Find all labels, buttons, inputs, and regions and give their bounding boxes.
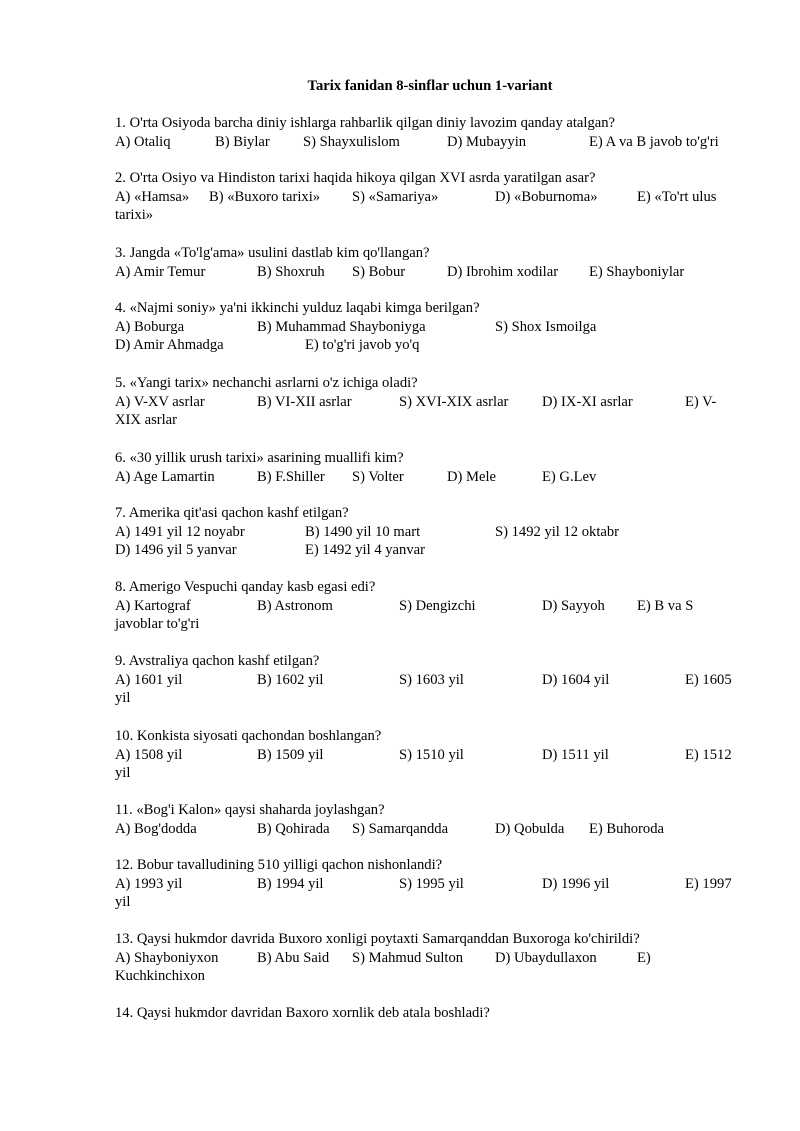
question-text: 11. «Bog'i Kalon» qaysi shaharda joylashgan? — [115, 802, 385, 818]
answer-option: B) Biylar — [215, 133, 270, 150]
answer-option: A) Otaliq — [115, 133, 171, 150]
options-row — [115, 263, 745, 282]
answer-option: S) «Samariya» — [352, 188, 439, 205]
answer-option: D) «Boburnoma» — [495, 188, 598, 205]
options-row — [115, 188, 745, 207]
options-row — [115, 523, 745, 542]
answer-option: D) Mubayyin — [447, 133, 527, 150]
question-text: 5. «Yangi tarix» nechanchi asrlarni o'z ichiga oladi? — [115, 375, 418, 391]
answer-option: B) «Buxoro tarixi» — [209, 188, 321, 205]
answer-option: B) Abu Said — [257, 949, 330, 966]
question-text: 2. O'rta Osiyo va Hindiston tarixi haqida hikoya qilgan XVI asrda yaratilgan asar? — [115, 170, 596, 186]
answer-option: E) Shayboniylar — [589, 263, 685, 280]
answer-option: A) Age Lamartin — [115, 468, 215, 485]
answer-option: B) 1602 yil — [257, 671, 324, 688]
answer-option: A) Bog'dodda — [115, 820, 197, 837]
answer-option: A) 1491 yil 12 noyabr — [115, 523, 245, 540]
question-text: 14. Qaysi hukmdor davridan Baxoro xornlik deb atala boshladi? — [115, 1005, 490, 1021]
answer-option: E) «To'rt ulus — [637, 188, 717, 205]
answer-option: S) Mahmud Sulton — [352, 949, 464, 966]
options-row — [115, 746, 745, 765]
answer-option: E) A va B javob to'g'ri — [589, 133, 719, 150]
answer-option: D) Ubaydullaxon — [495, 949, 597, 966]
options-row — [115, 468, 745, 487]
options-row — [115, 949, 745, 968]
question-text: 13. Qaysi hukmdor davrida Buxoro xonligi poytaxti Samarqanddan Buxoroga ko'chirildi? — [115, 931, 640, 947]
answer-option: A) Shayboniyxon — [115, 949, 219, 966]
answer-option: S) XVI-XIX asrlar — [399, 393, 509, 410]
answer-option-continuation: yil — [115, 765, 131, 782]
answer-option: A) «Hamsa» — [115, 188, 190, 205]
question-text: 12. Bobur tavalludining 510 yilligi qachon nishonlandi? — [115, 857, 443, 873]
question-text: 10. Konkista siyosati qachondan boshlangan? — [115, 728, 382, 744]
question-text: 3. Jangda «To'lg'ama» usulini dastlab kim qo'llangan? — [115, 245, 430, 261]
answer-option: B) 1994 yil — [257, 875, 324, 892]
answer-option: E) G.Lev — [542, 468, 597, 485]
answer-option-continuation: yil — [115, 894, 131, 911]
answer-option: B) Shoxruh — [257, 263, 325, 280]
answer-option-continuation: XIX asrlar — [115, 412, 177, 429]
answer-option: A) Amir Temur — [115, 263, 206, 280]
answer-option: D) IX-XI asrlar — [542, 393, 633, 410]
question-text: 8. Amerigo Vespuchi qanday kasb egasi edi? — [115, 579, 376, 595]
answer-option: E) to'g'ri javob yo'q — [305, 337, 420, 354]
answer-option: E) 1997 — [685, 875, 732, 892]
question-text: 1. O'rta Osiyoda barcha diniy ishlarga rahbarlik qilgan diniy lavozim qanday atalgan? — [115, 115, 616, 131]
answer-option: E) V- — [685, 393, 717, 410]
answer-option: S) Volter — [352, 468, 404, 485]
answer-option: D) 1996 yil — [542, 875, 610, 892]
options-row — [115, 393, 745, 412]
answer-option: B) F.Shiller — [257, 468, 325, 485]
answer-option: A) 1993 yil — [115, 875, 183, 892]
answer-option: E) Buhoroda — [589, 820, 664, 837]
answer-option: D) Sayyoh — [542, 597, 605, 614]
answer-option: D) Qobulda — [495, 820, 565, 837]
question-block — [115, 1004, 745, 1023]
question-block — [115, 169, 745, 225]
answer-option: D) 1511 yil — [542, 746, 609, 763]
answer-option: B) 1509 yil — [257, 746, 324, 763]
answer-option: D) 1604 yil — [542, 671, 610, 688]
answer-option: E) — [637, 949, 651, 966]
answer-option: B) VI-XII asrlar — [257, 393, 352, 410]
answer-option-continuation: Kuchkinchixon — [115, 968, 205, 985]
question-block — [115, 856, 745, 912]
answer-option: D) Ibrohim xodilar — [447, 263, 559, 280]
options-row — [115, 875, 745, 894]
answer-option: A) 1601 yil — [115, 671, 183, 688]
question-block — [115, 801, 745, 838]
question-text: 4. «Najmi soniy» ya'ni ikkinchi yulduz laqabi kimga berilgan? — [115, 300, 480, 316]
answer-option: S) Shox Ismoilga — [495, 318, 597, 335]
answer-option: S) Dengizchi — [399, 597, 476, 614]
answer-option: B) 1490 yil 10 mart — [305, 523, 421, 540]
question-block — [115, 449, 745, 486]
answer-option: E) 1492 yil 4 yanvar — [305, 542, 425, 559]
question-block — [115, 504, 745, 560]
answer-option: A) V-XV asrlar — [115, 393, 205, 410]
answer-option: A) 1508 yil — [115, 746, 183, 763]
answer-option: B) Muhammad Shayboniyga — [257, 318, 426, 335]
answer-option: D) 1496 yil 5 yanvar — [115, 542, 237, 559]
options-row — [115, 541, 745, 560]
answer-option: A) Kartograf — [115, 597, 191, 614]
answer-option: E) B va S — [637, 597, 694, 614]
answer-option: S) 1995 yil — [399, 875, 464, 892]
answer-option: A) Boburga — [115, 318, 185, 335]
answer-option-continuation: javoblar to'g'ri — [115, 616, 200, 633]
answer-option: D) Amir Ahmadga — [115, 337, 224, 354]
answer-option: E) 1512 — [685, 746, 732, 763]
page-title: Tarix fanidan 8-sinflar uchun 1-variant — [307, 78, 553, 94]
question-block — [115, 374, 745, 430]
options-row — [115, 133, 745, 152]
answer-option: S) Shayxulislom — [303, 133, 400, 150]
question-block — [115, 652, 745, 708]
answer-option: E) 1605 — [685, 671, 732, 688]
options-row — [115, 597, 745, 616]
question-block — [115, 114, 745, 151]
question-block — [115, 578, 745, 634]
answer-option: D) Mele — [447, 468, 497, 485]
question-text: 6. «30 yillik urush tarixi» asarining muallifi kim? — [115, 450, 404, 466]
question-text: 7. Amerika qit'asi qachon kashf etilgan? — [115, 505, 349, 521]
answer-option: S) 1510 yil — [399, 746, 464, 763]
question-block — [115, 727, 745, 783]
question-block — [115, 930, 745, 986]
options-row — [115, 336, 745, 355]
answer-option: S) Bobur — [352, 263, 406, 280]
options-row — [115, 318, 745, 337]
answer-option: B) Astronom — [257, 597, 333, 614]
question-block — [115, 299, 745, 355]
options-row — [115, 820, 745, 839]
answer-option: S) Samarqandda — [352, 820, 449, 837]
options-row — [115, 671, 745, 690]
answer-option: S) 1603 yil — [399, 671, 464, 688]
question-text: 9. Avstraliya qachon kashf etilgan? — [115, 653, 320, 669]
answer-option: B) Qohirada — [257, 820, 330, 837]
answer-option: S) 1492 yil 12 oktabr — [495, 523, 620, 540]
question-block — [115, 244, 745, 281]
answer-option-continuation: tarixi» — [115, 207, 154, 224]
answer-option-continuation: yil — [115, 690, 131, 707]
